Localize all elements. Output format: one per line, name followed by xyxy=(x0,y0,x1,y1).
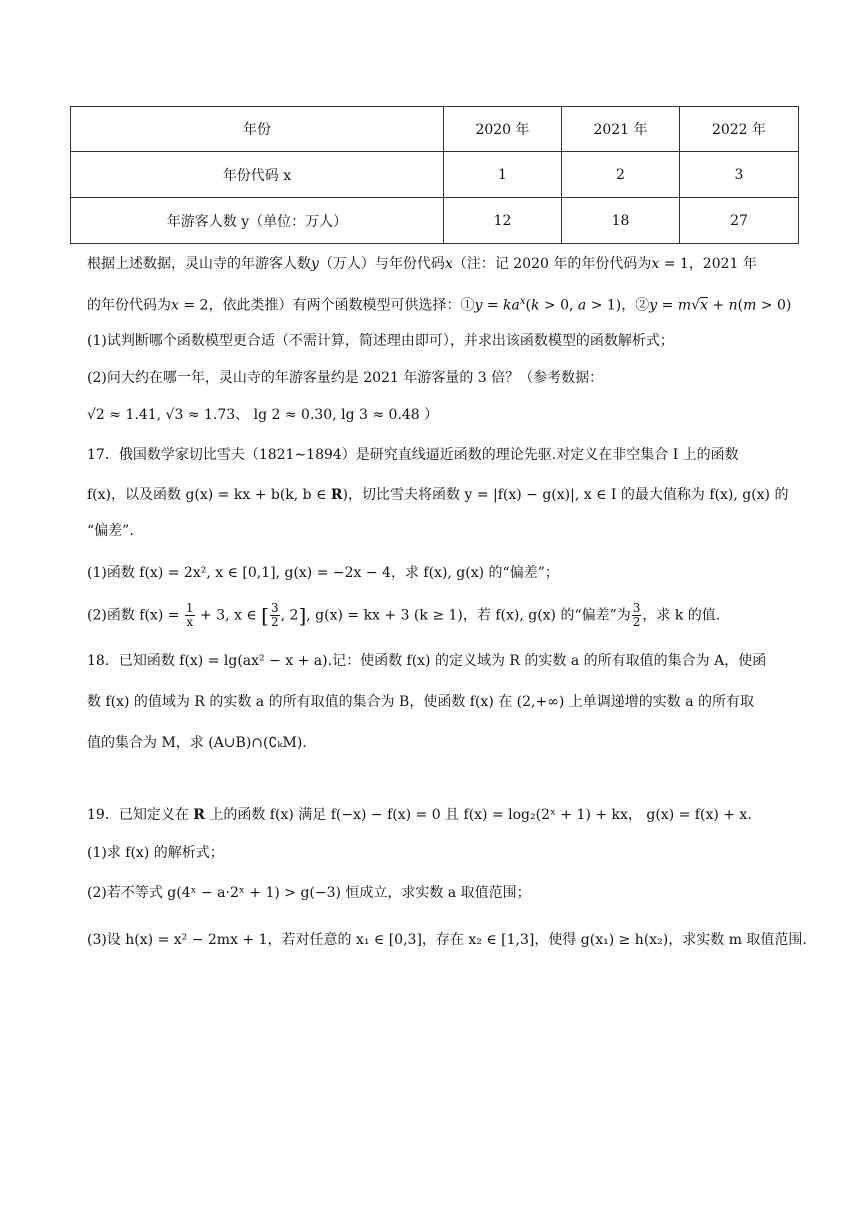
table-cell: 27 xyxy=(680,198,799,244)
table-row xyxy=(71,152,799,198)
p19-question-2: (2)若不等式 g(4ˣ − a·2ˣ + 1) > g(−3) 恒成立，求实数 a 取值范围； xyxy=(87,885,531,901)
table-header-cell: 年份 xyxy=(71,107,444,152)
table-header-cell: 2020 年 xyxy=(444,107,562,152)
table-row xyxy=(71,198,799,244)
p17-line2 xyxy=(87,485,788,505)
p16-intro-line1: 根据上述数据，灵山寺的年游客人数y（万人）与年份代码x（注：记 2020 年的年份代码为x = 1，2021 年 xyxy=(87,256,757,272)
text-run: , 2 xyxy=(280,607,299,624)
text-run: )，切比雪夫将函数 y = |f(x) − g(x)|, x ∈ I 的最大值称为 f(x), g(x) 的 xyxy=(342,487,789,503)
p17-question-2: (2)函数 f(x) = $\frac{1}{x}$ + 3, x ∈ [ $\frac{3}{2}$ , 2], g(x) = kx + 3 (k ≥ 1)，若 f(x), g(x) 的“偏差”为 $\frac{3}{2}$ ，求 k 的值. xyxy=(87,601,721,629)
text-run: ，2021 年 xyxy=(688,256,757,272)
text-run: f(x)，以及函数 g(x) = kx + b(k, b ∈ xyxy=(87,487,331,503)
p19-question-1: (1)求 f(x) 的解析式； xyxy=(87,845,224,861)
text-run: , g(x) = kx + 3 (k ≥ 1)，若 f(x), g(x) 的“偏差”为 xyxy=(306,607,631,624)
text-run: ，② xyxy=(621,297,650,314)
p18-line2: 数 f(x) 的值域为 R 的实数 a 的所有取值的集合为 B，使函数 f(x) 在 (2,+∞) 上单调递增的实数 a 的所有取 xyxy=(87,694,755,710)
p18-line1: 18．已知函数 f(x) = lg(ax² − x + a).记：使函数 f(x) 的定义域为 R 的实数 a 的所有取值的集合为 A，使函 xyxy=(87,653,767,669)
fraction xyxy=(632,602,642,629)
p19-question-3: (3)设 h(x) = x² − 2mx + 1，若对任意的 x₁ ∈ [0,3]，存在 x₂ ∈ [1,3]，使得 g(x₁) ≥ h(x₂)，求实数 m 取值范围. xyxy=(87,932,807,948)
numerator: 1 xyxy=(185,601,194,615)
table-cell: 12 xyxy=(444,198,562,244)
text-run: （万人）与年份代码 xyxy=(318,256,445,272)
p17-line3: “偏差”. xyxy=(87,523,134,539)
p16-reference-data: √2 ≈ 1.41, √3 ≈ 1.73、 lg 2 ≈ 0.30, lg 3 ≈ 0.48 ） xyxy=(87,407,439,423)
table-cell: 3 xyxy=(680,152,799,198)
table-header-cell: 2022 年 xyxy=(680,107,799,152)
p19-line1 xyxy=(87,805,752,825)
table-header-cell: 2021 年 xyxy=(562,107,680,152)
numerator: 3 xyxy=(632,601,641,615)
table-cell: 18 xyxy=(562,198,680,244)
text-run: 上的函数 f(x) 满足 f(−x) − f(x) = 0 且 f(x) = log₂(2ˣ + 1) + kx， g(x) = f(x) + x. xyxy=(204,807,752,823)
table-header-row xyxy=(71,107,799,152)
text-run: (2)函数 f(x) = xyxy=(87,607,180,624)
table-cell: 年份代码 x xyxy=(71,152,444,198)
p16-intro-line2: 的年份代码为x = 2，依此类推）有两个函数模型可供选择：①y = $ka^x(k > 0$, a > 1)，②y = m√x + n(m > 0) xyxy=(87,296,792,314)
text-run: + 3, x ∈ xyxy=(200,607,257,624)
text-run: （注：记 2020 年的年份代码为 xyxy=(452,256,652,272)
table-cell: 1 xyxy=(444,152,562,198)
text-run: 的年份代码为 xyxy=(87,297,171,314)
table-cell: 年游客人数 y（单位：万人） xyxy=(71,198,444,244)
fraction xyxy=(185,602,195,629)
p16-question-2: (2)问大约在哪一年，灵山寺的年游客量约是 2021 年游客量的 3 倍？（参考数据： xyxy=(87,370,604,386)
p17-line1: 17．俄国数学家切比雪夫（1821∼1894）是研究直线逼近函数的理论先驱.对定义在非空集合 I 上的函数 xyxy=(87,447,739,463)
denominator: x xyxy=(186,615,194,629)
text-run: 19．已知定义在 xyxy=(87,807,194,823)
data-table xyxy=(70,106,799,244)
table-cell: 2 xyxy=(562,152,680,198)
p16-question-1: (1)试判断哪个函数模型更合适（不需计算，简述理由即可），并求出该函数模型的函数解析式； xyxy=(87,333,674,349)
text-run: R xyxy=(330,487,343,503)
denominator: 2 xyxy=(632,615,641,629)
numerator: 3 xyxy=(270,601,279,615)
p18-line3: 值的集合为 M，求 (A∪B)∩(∁ₖM). xyxy=(87,735,307,751)
text-run: ，依此类推）有两个函数模型可供选择：① xyxy=(208,297,475,314)
p17-question-1: (1)函数 f(x) = 2x², x ∈ [0,1], g(x) = −2x − 4，求 f(x), g(x) 的“偏差”； xyxy=(87,565,559,581)
text-run: ，求 k 的值. xyxy=(642,607,721,624)
text-run: 根据上述数据，灵山寺的年游客人数 xyxy=(87,256,311,272)
text-run: R xyxy=(193,807,205,823)
denominator: 2 xyxy=(270,615,279,629)
fraction xyxy=(270,602,280,629)
